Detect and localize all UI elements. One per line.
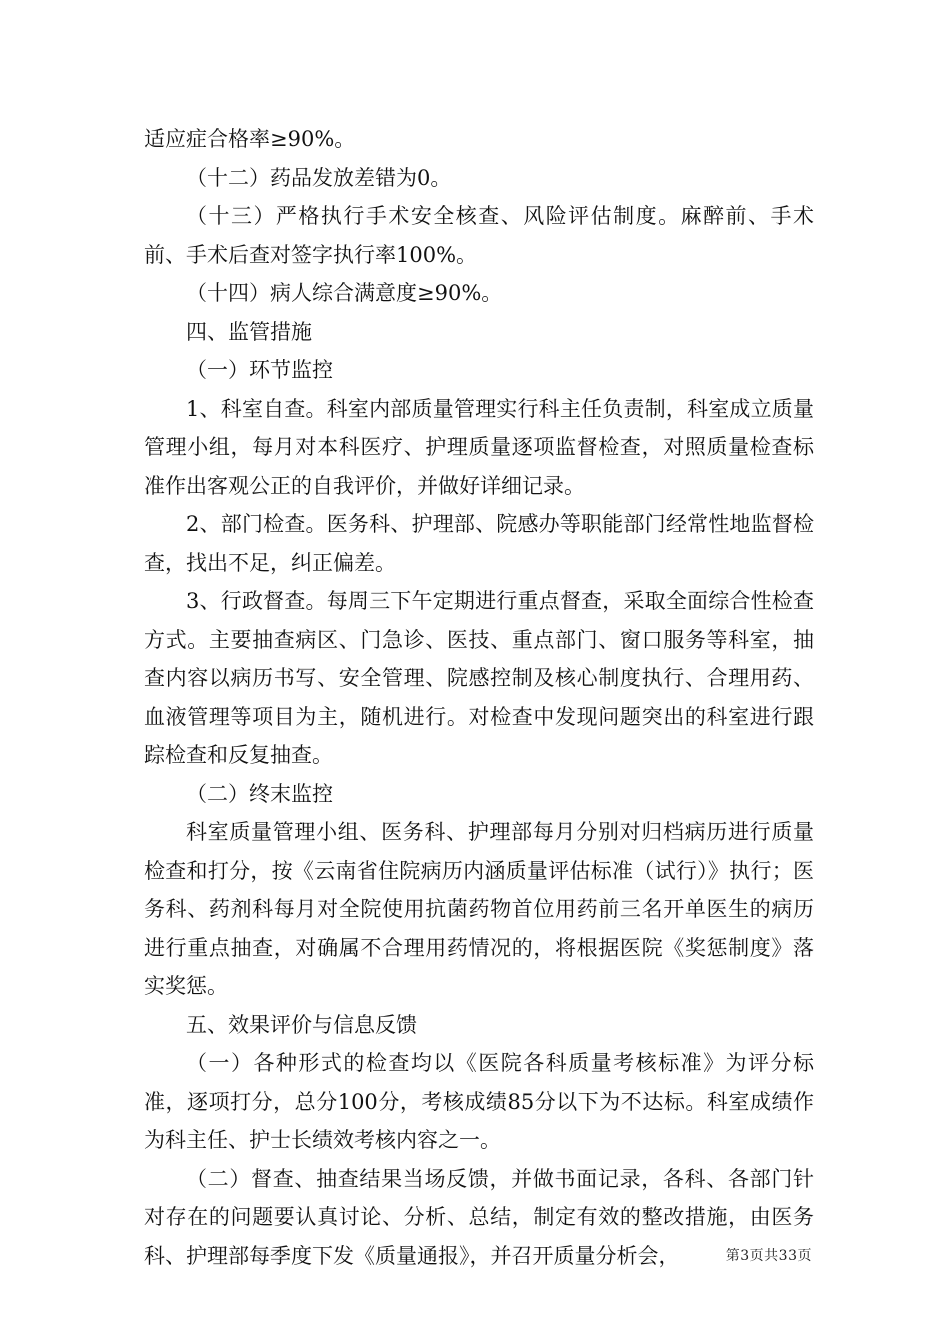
paragraph-evaluation-1: （一）各种形式的检查均以《医院各科质量考核标准》为评分标准，逐项打分，总分100分，考核成绩85分以下为不达标。科室成绩作为科主任、护士长绩效考核内容之一。 [144, 1051, 814, 1152]
paragraph-item-14: （十四）病人综合满意度≥90%。 [186, 281, 503, 305]
section-heading-4: 四、监管措施 [186, 319, 312, 344]
subsection-heading-2: （二）终末监控 [186, 781, 333, 806]
paragraph-evaluation-2: （二）督查、抽查结果当场反馈，并做书面记录，各科、各部门针对存在的问题要认真讨论、分析、总结，制定有效的整改措施，由医务科、护理部每季度下发《质量通报》，并召开质量分析会， [144, 1166, 814, 1268]
paragraph-item-12: （十二）药品发放差错为0。 [186, 165, 452, 190]
paragraph-admin-inspection: 3、行政督查。每周三下午定期进行重点督查，采取全面综合性检查方式。主要抽查病区、门急诊、医技、重点部门、窗口服务等科室，抽查内容以病历书写、安全管理、院感控制及核心制度执行、合理用药、血液管理等项目为主，随机进行。对检查中发现问题突出的科室进行跟踪检查和反复抽查。 [144, 589, 814, 767]
paragraph-continuation: 适应症合格率≥90%。 [144, 127, 356, 151]
section-heading-5: 五、效果评价与信息反馈 [186, 1012, 417, 1037]
paragraph-department-check: 2、部门检查。医务科、护理部、院感办等职能部门经常性地监督检查，找出不足，纠正偏差。 [144, 512, 814, 575]
paragraph-final-monitoring: 科室质量管理小组、医务科、护理部每月分别对归档病历进行质量检查和打分，按《云南省住院病历内涵质量评估标准（试行）》执行；医务科、药剂科每月对全院使用抗菌药物首位用药前三名开单医生的病历进行重点抽查，对确属不合理用药情况的，将根据医院《奖惩制度》落实奖惩。 [144, 820, 814, 998]
paragraph-self-check: 1、科室自查。科室内部质量管理实行科主任负责制，科室成立质量管理小组，每月对本科医疗、护理质量逐项监督检查，对照质量检查标准作出客观公正的自我评价，并做好详细记录。 [144, 396, 814, 498]
paragraph-item-13: （十三）严格执行手术安全核查、风险评估制度。麻醉前、手术前、手术后查对签字执行率100%。 [144, 204, 814, 267]
document-body [144, 120, 814, 1275]
subsection-heading-1: （一）环节监控 [186, 358, 333, 382]
page-number: 第3页共33页 [725, 1248, 812, 1264]
